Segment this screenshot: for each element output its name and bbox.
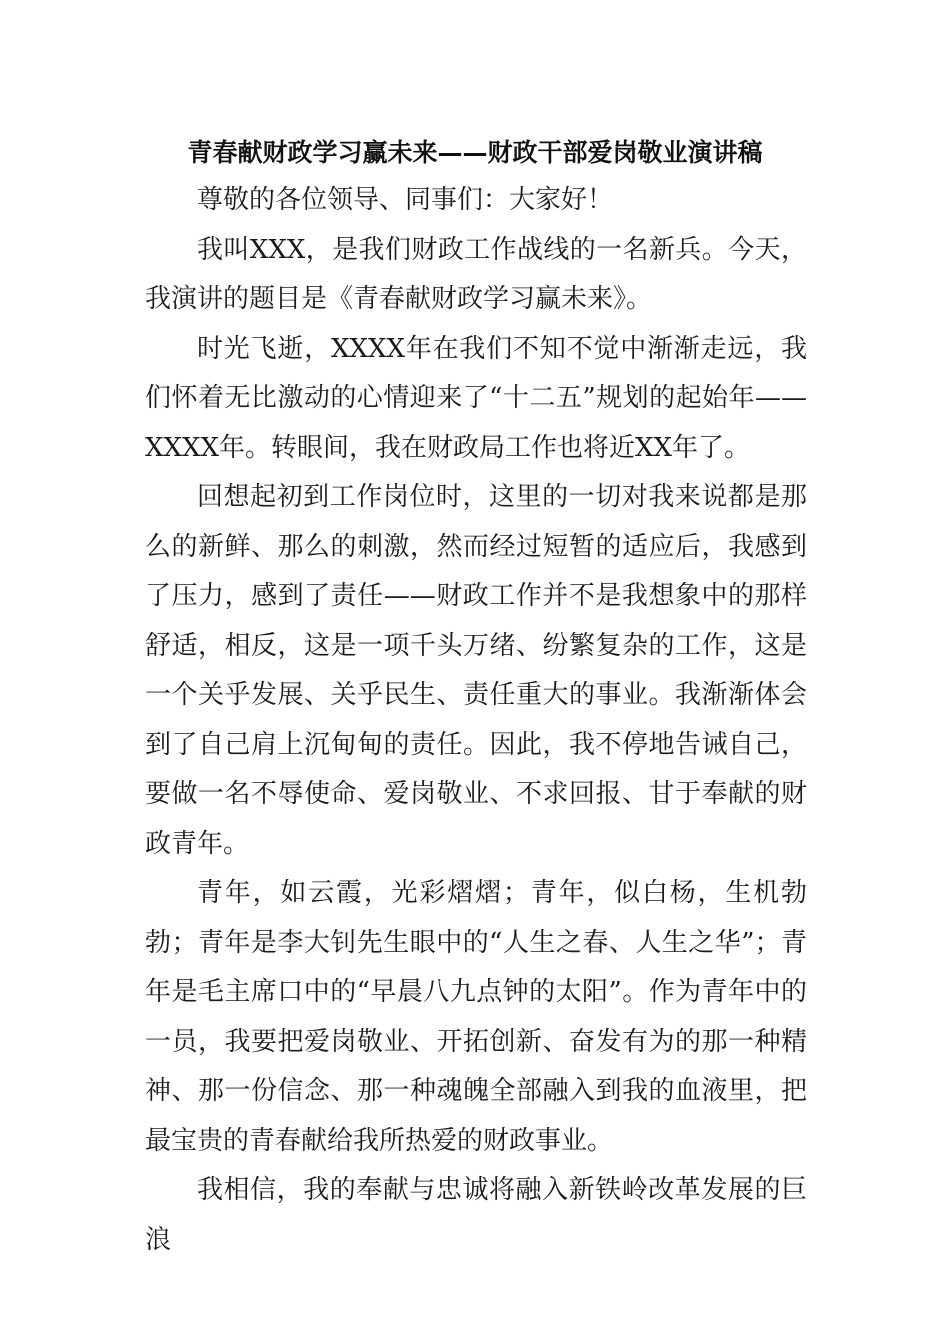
paragraph-belief: 我相信，我的奉献与忠诚将融入新铁岭改革发展的巨浪 (145, 1175, 807, 1255)
paragraph-youth: 青年，如云霞，光彩熠熠；青年，似白杨，生机勃勃；青年是李大钊先生眼中的“人生之春、人生之华”；青年是毛主席口中的“早晨八九点钟的太阳”。作为青年中的一员，我要把爱岗敬业、开拓创新、奋发有为的那一种精神、那一份信念、那一种魂魄全部融入到我的血液里，把最宝贵的青春献给我所热爱的财政事业。 (145, 878, 807, 1156)
paragraph-introduction: 我叫XXX，是我们财政工作战线的一名新兵。今天，我演讲的题目是《青春献财政学习赢未来》。 (145, 234, 807, 314)
document-title: 青春献财政学习赢未来——财政干部爱岗敬业演讲稿 (187, 138, 763, 167)
paragraph-recollection: 回想起初到工作岗位时，这里的一切对我来说都是那么的新鲜、那么的刺激，然而经过短暂的适应后，我感到了压力，感到了责任——财政工作并不是我想象中的那样舒适，相反，这是一项千头万绪、纷繁复杂的工作，这是一个关乎发展、关乎民生、责任重大的事业。我渐渐体会到了自己肩上沉甸甸的责任。因此，我不停地告诫自己，要做一名不辱使命、爱岗敬业、不求回报、甘于奉献的财政青年。 (145, 482, 807, 859)
paragraph-greeting: 尊敬的各位领导、同事们：大家好！ (197, 185, 614, 215)
paragraph-time: 时光飞逝，XXXX年在我们不知不觉中渐渐走远，我们怀着无比激动的心情迎来了“十二五”规划的起始年——XXXX年。转眼间，我在财政局工作也将近XX年了。 (145, 333, 807, 463)
document-body (145, 176, 807, 1265)
